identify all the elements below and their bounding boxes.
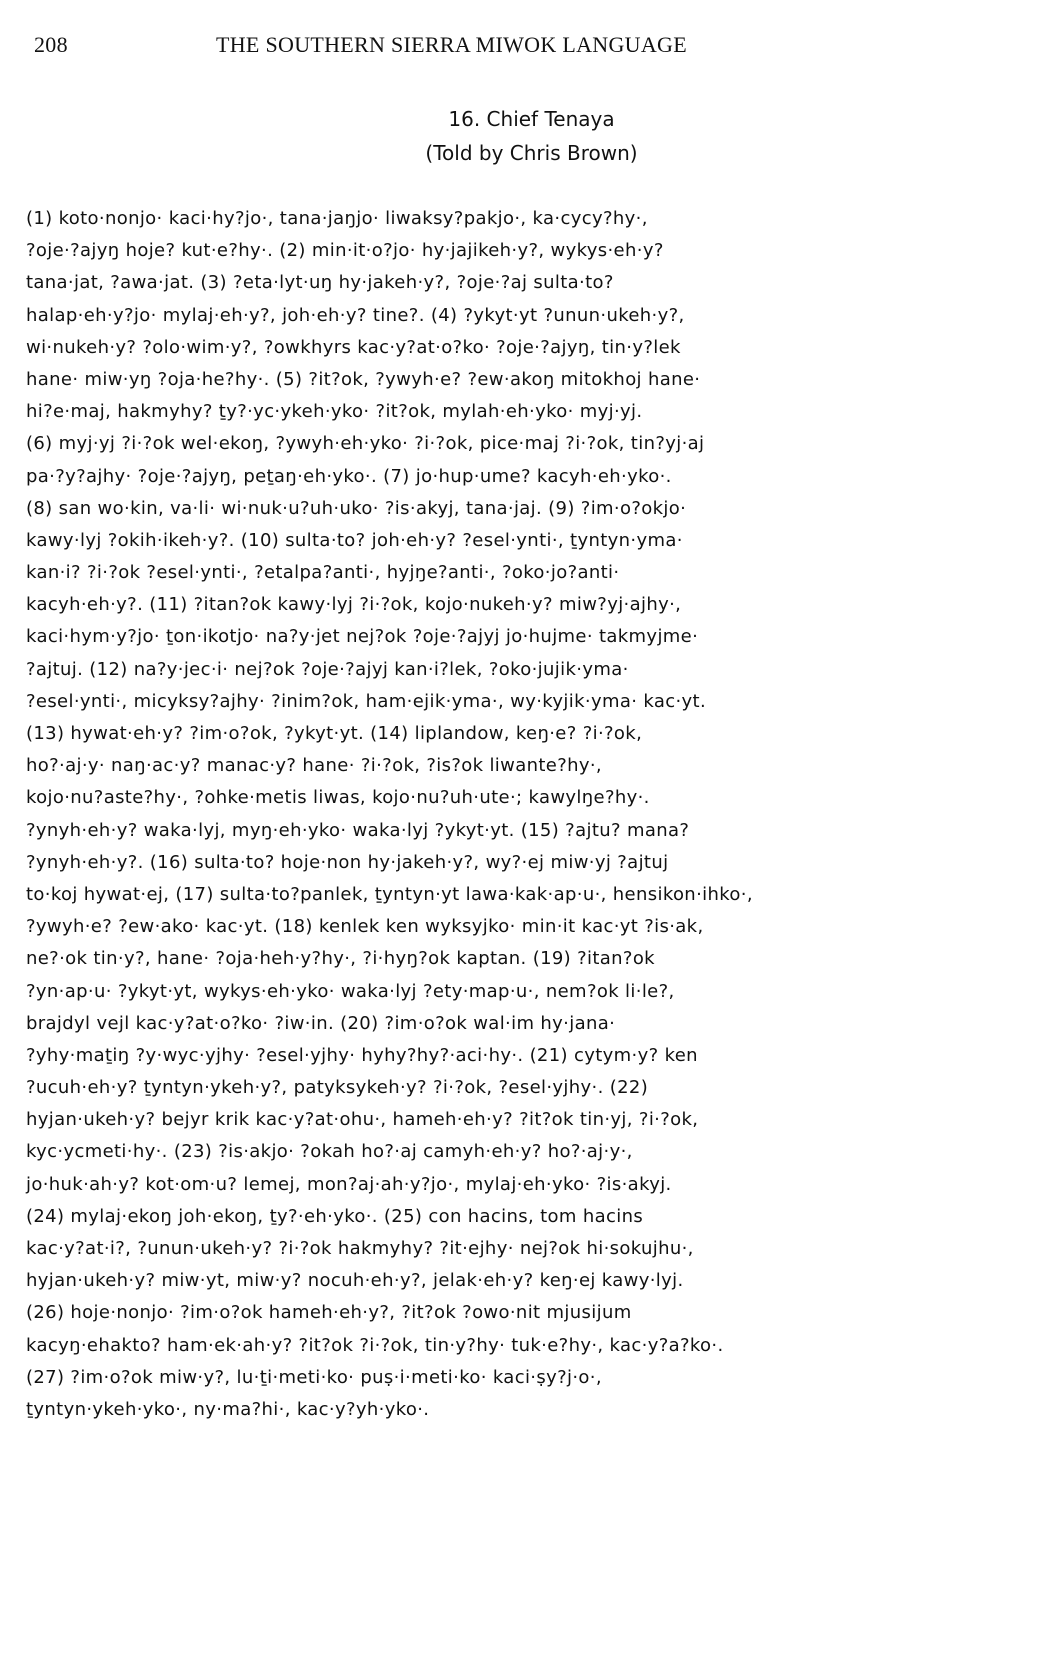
text-line: ṯyntyn·ykeh·yko·, ny·ma?hi·, kac·y?yh·yko·. xyxy=(26,1398,430,1420)
text-line: ?ynyh·eh·y? waka·lyj, myŋ·eh·yko· waka·lyj ?ykyt·yt. (15) ?ajtu? mana? xyxy=(26,819,690,841)
text-line: jo·huk·ah·y? kot·om·u? lemej, mon?aj·ah·y?jo·, mylaj·eh·yko· ?is·akyj. xyxy=(26,1173,672,1195)
text-line: ne?·ok tin·y?, hane· ?oja·heh·y?hy·, ?i·hyŋ?ok kaptan. (19) ?itan?ok xyxy=(26,948,655,970)
text-line: kaci·hym·y?jo· ṯon·ikotjo· na?y·jet nej?ok ?oje·?ajyj jo·hujme· takmyjme· xyxy=(26,626,699,648)
text-line: (27) ?im·o?ok miw·y?, lu·ṯi·meti·ko· puṣ·i·meti·ko· kaci·ṣy?j·o·, xyxy=(26,1366,602,1388)
text-line: (24) mylaj·ekoŋ joh·ekoŋ, ṯy?·eh·yko·. (25) con hacins, tom hacins xyxy=(26,1205,644,1227)
running-header xyxy=(34,32,794,60)
text-line: ho?·aj·y· naŋ·ac·y? manac·y? hane· ?i·?ok, ?is?ok liwante?hy·, xyxy=(26,755,603,777)
page-number: 208 xyxy=(34,32,68,57)
text-line: pa·?y?ajhy· ?oje·?ajyŋ, peṯaŋ·eh·yko·. (7) jo·hup·ume? kacyh·eh·yko·. xyxy=(26,465,672,487)
text-line: to·koj hywat·ej, (17) sulta·to?panlek, ṯyntyn·yt lawa·kak·ap·u·, hensikon·ihko·, xyxy=(26,883,753,905)
text-line: (13) hywat·eh·y? ?im·o?ok, ?ykyt·yt. (14) liplandow, keŋ·e? ?i·?ok, xyxy=(26,723,643,744)
text-line: (26) hoje·nonjo· ?im·o?ok hameh·eh·y?, ?it?ok ?owo·nit mjusijum xyxy=(26,1302,632,1324)
text-line: ?ajtuj. (12) na?y·jec·i· nej?ok ?oje·?ajyj kan·i?lek, ?oko·jujik·yma· xyxy=(26,658,629,680)
text-line: ?yhy·maṯiŋ ?y·wyc·yjhy· ?esel·yjhy· hyhy?hy?·aci·hy·. (21) cytym·y? ken xyxy=(26,1044,698,1066)
text-line: ?esel·ynti·, micyksy?ajhy· ?inim?ok, ham·ejik·yma·, wy·kyjik·yma· kac·yt. xyxy=(26,690,707,712)
text-line: brajdyl vejl kac·y?at·o?ko· ?iw·in. (20) ?im·o?ok wal·im hy·jana· xyxy=(26,1012,616,1034)
running-title: THE SOUTHERN SIERRA MIWOK LANGUAGE xyxy=(216,32,687,57)
story-text xyxy=(26,203,1006,1426)
text-line: ?ywyh·e? ?ew·ako· kac·yt. (18) kenlek ken wyksyjko· min·it kac·yt ?is·ak, xyxy=(26,916,704,938)
text-line: ?oje·?ajyŋ hoje? kut·e?hy·. (2) min·it·o?jo· hy·jajikeh·y?, wykys·eh·y? xyxy=(26,240,664,262)
text-line: ?ynyh·eh·y?. (16) sulta·to? hoje·non hy·jakeh·y?, wy?·ej miw·yj ?ajtuj xyxy=(26,851,669,873)
text-line: kojo·nu?aste?hy·, ?ohke·metis liwas, kojo·nu?uh·ute·; kawylŋe?hy·. xyxy=(26,787,650,809)
text-line: tana·jat, ?awa·jat. (3) ?eta·lyt·uŋ hy·jakeh·y?, ?oje·?aj sulta·to? xyxy=(26,272,614,294)
text-line: kan·i? ?i·?ok ?esel·ynti·, ?etalpa?anti·, hyjŋe?anti·, ?oko·jo?anti· xyxy=(26,562,620,584)
text-line: ?yn·ap·u· ?ykyt·yt, wykys·eh·yko· waka·lyj ?ety·map·u·, nem?ok li·le?, xyxy=(26,980,675,1002)
text-line: kacyh·eh·y?. (11) ?itan?ok kawy·lyj ?i·?ok, kojo·nukeh·y? miw?yj·ajhy·, xyxy=(26,594,682,616)
text-line: halap·eh·y?jo· mylaj·eh·y?, joh·eh·y? tine?. (4) ?ykyt·yt ?unun·ukeh·y?, xyxy=(26,304,685,326)
text-line: hyjan·ukeh·y? miw·yt, miw·y? nocuh·eh·y?, jelak·eh·y? keŋ·ej kawy·lyj. xyxy=(26,1270,684,1292)
text-line: (8) san wo·kin, va·li· wi·nuk·u?uh·uko· ?is·akyj, tana·jaj. (9) ?im·o?okjo· xyxy=(26,497,687,519)
story-subtitle: (Told by Chris Brown) xyxy=(425,141,638,165)
text-line: (1) koto·nonjo· kaci·hy?jo·, tana·jaŋjo· liwaksy?pakjo·, ka·cycy?hy·, xyxy=(26,208,648,229)
text-line: hane· miw·yŋ ?oja·he?hy·. (5) ?it?ok, ?ywyh·e? ?ew·akoŋ mitokhoj hane· xyxy=(26,368,701,390)
text-line: ?ucuh·eh·y? ṯyntyn·ykeh·y?, patyksykeh·y? ?i·?ok, ?esel·yjhy·. (22) xyxy=(26,1077,649,1099)
text-line: hyjan·ukeh·y? bejyr krik kac·y?at·ohu·, hameh·eh·y? ?it?ok tin·yj, ?i·?ok, xyxy=(26,1109,699,1131)
story-title: 16. Chief Tenaya xyxy=(448,107,615,131)
text-line: kac·y?at·i?, ?unun·ukeh·y? ?i·?ok hakmyhy? ?it·ejhy· nej?ok hi·sokujhu·, xyxy=(26,1238,694,1259)
text-line: wi·nukeh·y? ?olo·wim·y?, ?owkhyrs kac·y?at·o?ko· ?oje·?ajyŋ, tin·y?lek xyxy=(26,336,681,358)
text-line: hi?e·maj, hakmyhy? ṯy?·yc·ykeh·yko· ?it?ok, mylah·eh·yko· myj·yj. xyxy=(26,401,643,423)
text-line: kawy·lyj ?okih·ikeh·y?. (10) sulta·to? joh·eh·y? ?esel·ynti·, ṯyntyn·yma· xyxy=(26,529,683,551)
text-line: kacyŋ·ehakto? ham·ek·ah·y? ?it?ok ?i·?ok, tin·y?hy· tuk·e?hy·, kac·y?a?ko·. xyxy=(26,1334,724,1356)
text-line: (6) myj·yj ?i·?ok wel·ekoŋ, ?ywyh·eh·yko· ?i·?ok, pice·maj ?i·?ok, tin?yj·aj xyxy=(26,433,705,455)
story-heading xyxy=(0,102,1053,170)
text-line: kyc·ycmeti·hy·. (23) ?is·akjo· ?okah ho?·aj camyh·eh·y? ho?·aj·y·, xyxy=(26,1141,633,1163)
